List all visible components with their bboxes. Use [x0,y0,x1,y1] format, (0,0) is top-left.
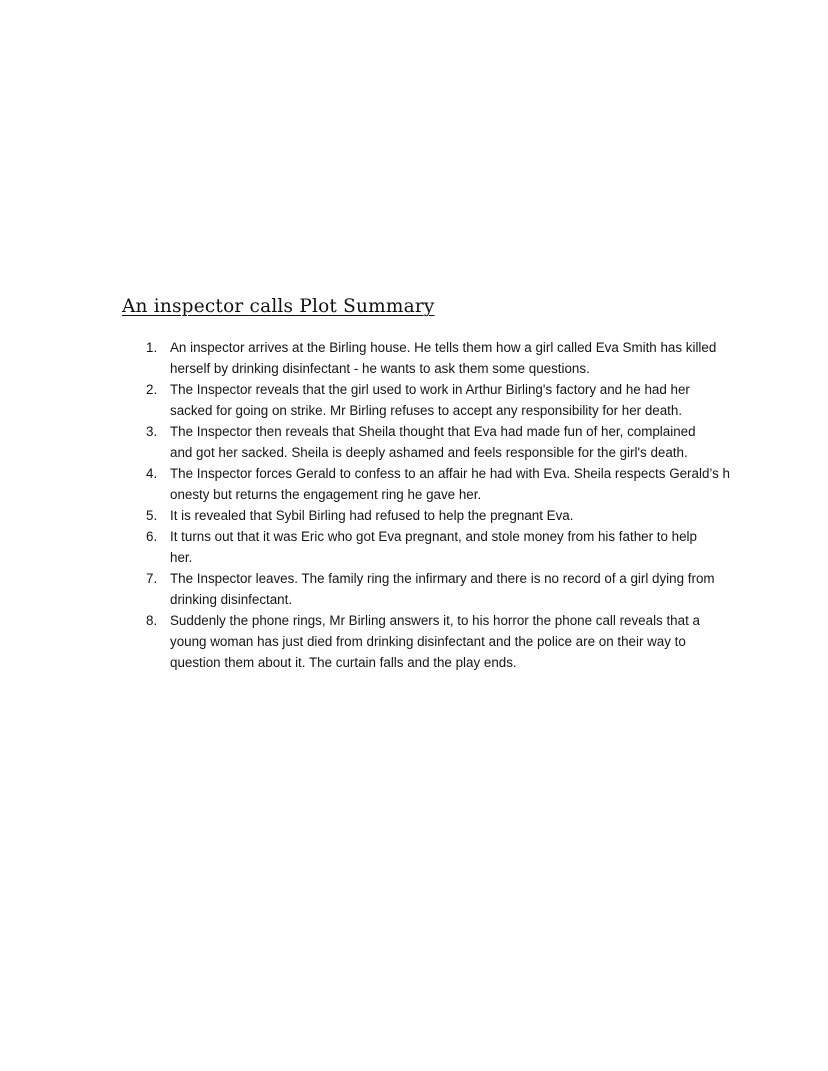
list-item-text: her. [170,550,193,565]
list-item-number: 1. [146,340,158,355]
list-item-number: 7. [146,571,158,586]
list-item-text: The Inspector reveals that the girl used to work in Arthur Birling's factory and he had her [170,382,690,397]
list-item-text: question them about it. The curtain falls and the play ends. [170,655,517,670]
list-item-text: It turns out that it was Eric who got Eva pregnant, and stole money from his father to help [170,529,697,544]
plot-summary-list [140,337,740,673]
list-item [140,526,740,568]
list-item-text: The Inspector forces Gerald to confess to an affair he had with Eva. Sheila respects Gerald’s h [170,466,730,481]
list-item-text: sacked for going on strike. Mr Birling refuses to accept any responsibility for her death. [170,403,683,418]
document-title: An inspector calls Plot Summary [122,296,435,317]
list-item-number: 2. [146,382,158,397]
list-item-text: The Inspector then reveals that Sheila thought that Eva had made fun of her, complained [170,424,696,439]
list-item [140,505,740,526]
list-item-text: herself by drinking disinfectant - he wants to ask them some questions. [170,361,590,376]
list-item-text: An inspector arrives at the Birling house. He tells them how a girl called Eva Smith has killed [170,340,717,355]
list-item-number: 6. [146,529,158,544]
list-item-text: It is revealed that Sybil Birling had refused to help the pregnant Eva. [170,508,574,523]
list-item [140,463,740,505]
list-item-text: Suddenly the phone rings, Mr Birling answers it, to his horror the phone call reveals that a [170,613,700,628]
list-item-text: drinking disinfectant. [170,592,293,607]
list-item-text: onesty but returns the engagement ring he gave her. [170,487,482,502]
list-item-number: 3. [146,424,158,439]
list-item-text: The Inspector leaves. The family ring the infirmary and there is no record of a girl dying from [170,571,715,586]
list-item-text: and got her sacked. Sheila is deeply ashamed and feels responsible for the girl's death. [170,445,688,460]
list-item [140,421,740,463]
list-item-text: young woman has just died from drinking disinfectant and the police are on their way to [170,634,686,649]
list-item [140,379,740,421]
list-item [140,610,740,673]
list-item-number: 5. [146,508,158,523]
list-item [140,568,740,610]
list-item-number: 8. [146,613,158,628]
list-item [140,337,740,379]
list-item-number: 4. [146,466,158,481]
